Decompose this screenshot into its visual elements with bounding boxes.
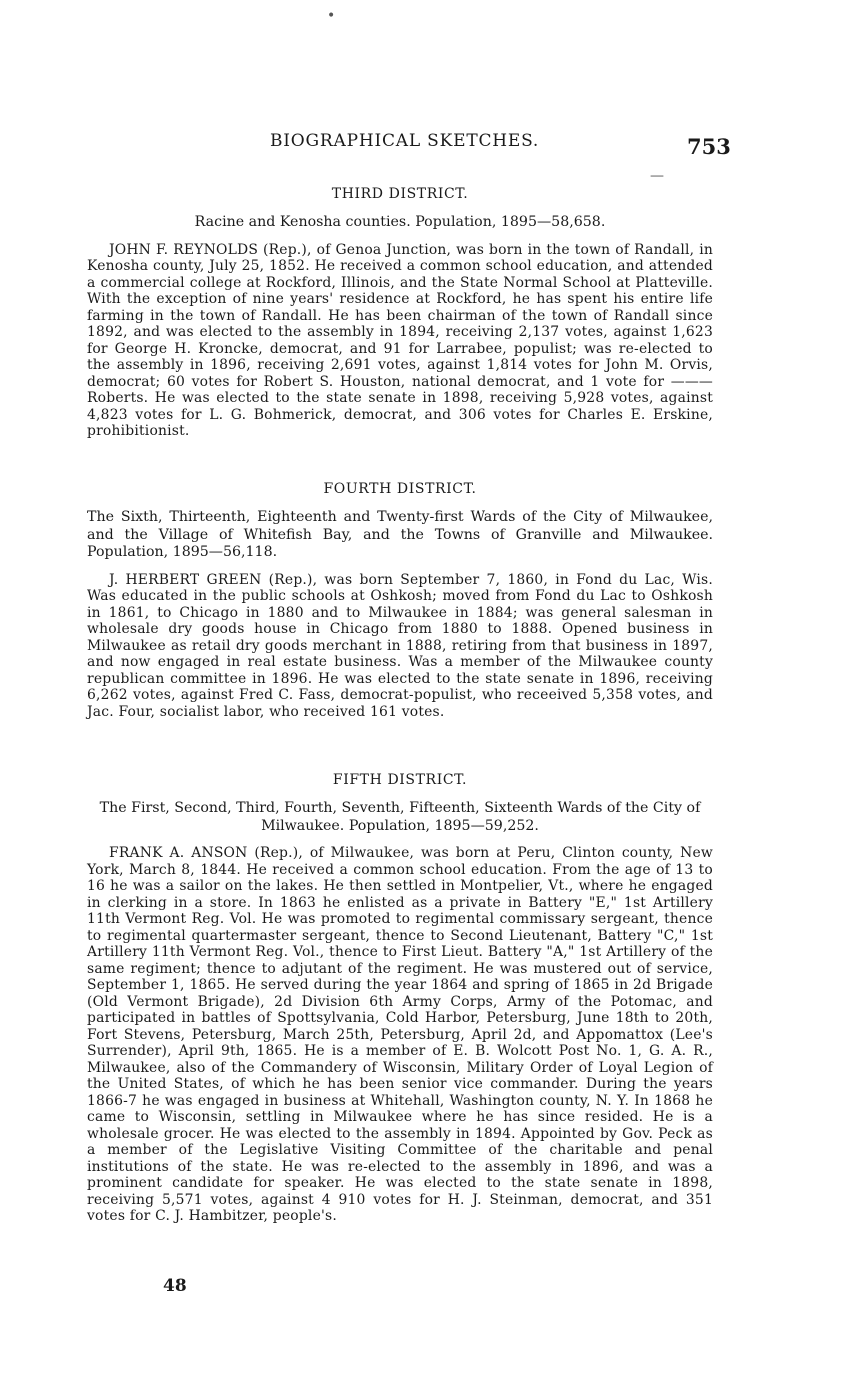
biography-paragraph: JOHN F. REYNOLDS (Rep.), of Genoa Junction, was born in the town of Randall, in Kenosha county, July 25, 1852. He received a common school education, and attended a commercial college at Rockford, Illinois, and the State Normal School at Platteville. With the exception of nine years' residence at Rockford, he has spent his entire life farming in the town of Randall. He has been chairman of the town of Randall since 1892, and was elected to the assembly in 1894, receiving 2,137 votes, against 1,623 for George H. Kroncke, democrat, and 91 for Larrabee, populist; was re-elected to the assembly in 1896, receiving 2,691 votes, against 1,814 votes for John M. Orvis, democrat; 60 votes for Robert S. Houston, national democrat, and 1 vote for ——— Roberts. He was elected to the state senate in 1898, receiving 5,928 votes, against 4,823 votes for L. G. Bohmerick, democrat, and 306 votes for Charles E. Erskine, prohibitionist. <box>87 241 713 439</box>
print-speck: — <box>650 168 664 184</box>
district-description: The First, Second, Third, Fourth, Seventh, Fifteenth, Sixteenth Wards of the City of Milwaukee. Population, 1895—59,252. <box>99 800 701 834</box>
print-speck: • <box>327 8 336 24</box>
biography-paragraph: FRANK A. ANSON (Rep.), of Milwaukee, was born at Peru, Clinton county, New York, March 8, 1844. He received a common school education. From the age of 13 to 16 he was a sailor on the lakes. He then settled in Montpelier, Vt., where he engaged in clerking in a store. In 1863 he enlisted as a private in Battery "E," 1st Artillery 11th Vermont Reg. Vol. He was promoted to regimental commissary sergeant, thence to regimental quartermaster sergeant, thence to Second Lieutenant, Battery "C," 1st Artillery 11th Vermont Reg. Vol., thence to First Lieut. Battery "A," 1st Artillery of the same regiment; thence to adjutant of the regiment. He was mustered out of service, September 1, 1865. He served during the year 1864 and spring of 1865 in 2d Brigade (Old Vermont Brigade), 2d Division 6th Army Corps, Army of the Potomac, and participated in battles of Spottsylvania, Cold Harbor, Petersburg, June 18th to 20th, Fort Stevens, Petersburg, March 25th, Petersburg, April 2d, and Appomattox (Lee's Surrender), April 9th, 1865. He is a member of E. B. Wolcott Post No. 1, G. A. R., Milwaukee, also of the Commandery of Wisconsin, Military Order of Loyal Legion of the United States, of which he has been senior vice commander. During the years 1866-7 he was engaged in business at Whitehall, Washington county, N. Y. In 1868 he came to Wisconsin, settling in Milwaukee where he has since resided. He is a wholesale grocer. He was elected to the assembly in 1894. Appointed by Gov. Peck as a member of the Legislative Visiting Committee of the charitable and penal institutions of the state. He was re-elected to the assembly in 1896, and was a prominent candidate for speaker. He was elected to the state senate in 1898, receiving 5,571 votes, against 4 910 votes for H. J. Steinman, democrat, and 351 votes for C. J. Hambitzer, people's. <box>87 845 713 1224</box>
district-heading: FOURTH DISTRICT. <box>323 481 477 497</box>
fourth-district-section <box>87 479 713 734</box>
signature-mark: 48 <box>163 1276 187 1296</box>
district-heading: THIRD DISTRICT. <box>331 186 469 202</box>
district-description: The Sixth, Thirteenth, Eighteenth and Twenty-first Wards of the City of Milwaukee, and the Village of Whitefish Bay, and the Towns of Granville and Milwaukee. Population, 1895—56,118. <box>87 509 713 560</box>
third-district-section <box>87 184 713 453</box>
district-heading: FIFTH DISTRICT. <box>332 772 468 788</box>
district-description: Racine and Kenosha counties. Population, 1895—58,658. <box>194 214 606 230</box>
biography-paragraph: J. HERBERT GREEN (Rep.), was born September 7, 1860, in Fond du Lac, Wis. Was educated in the public schools at Oshkosh; moved from Fond du Lac to Oshkosh in 1861, to Chicago in 1880 and to Milwaukee in 1884; was general salesman in wholesale dry goods house in Chicago from 1880 to 1888. Opened business in Milwaukee as retail dry goods merchant in 1888, retiring from that business in 1897, and now engaged in real estate business. Was a member of the Milwaukee county republican committee in 1896. He was elected to the state senate in 1896, receiving 6,262 votes, against Fred C. Fass, democrat-populist, who receeived 5,358 votes, and Jac. Four, socialist labor, who received 161 votes. <box>87 571 713 720</box>
running-head: BIOGRAPHICAL SKETCHES. <box>270 131 540 151</box>
fifth-district-section <box>87 770 713 1238</box>
page-number: 753 <box>687 134 731 159</box>
